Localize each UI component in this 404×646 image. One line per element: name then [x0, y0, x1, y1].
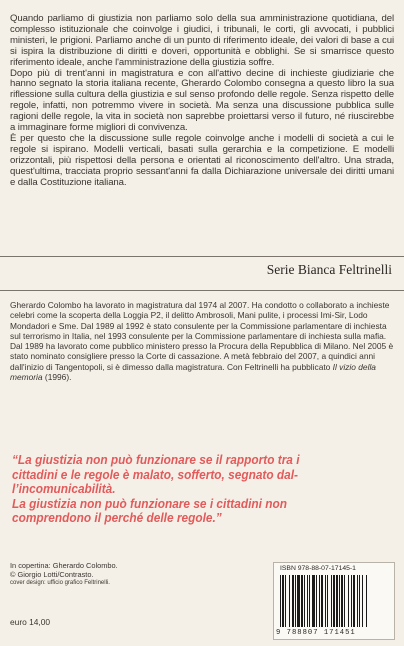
quote-line: cittadini e le regole è malato, sofferto, segnato dal- — [12, 466, 299, 482]
author-bio — [10, 300, 394, 382]
design-credit-line: cover design: ufficio grafico Feltrinelli. — [10, 580, 110, 587]
blurb-paragraph: È per questo che la discussione sulle regole coinvolge anche i modelli di società a cui le regole si ispirano. Modelli verticali, basati sulla gerarchia e la competizione. E modelli orizzontali, più rispettosi della persona e orientati al riconoscimento dell'altro. Una strada, quest'ultima, tracciata proprio sessant'anni fa dalla Dichiarazione universale dei diritti umani e dalla Costituzione italiana. — [10, 132, 394, 188]
copyright-line: © Giorgio Lotti/Contrasto. — [10, 570, 94, 580]
quote-line: “La giustizia non può funzionare se il rapporto tra i — [12, 452, 300, 467]
cover-credits — [10, 561, 118, 587]
blurb-text — [10, 14, 394, 189]
bio-book-year: (1996). — [42, 372, 72, 383]
barcode-icon — [280, 575, 390, 627]
bio-book-title: Il vizio della memoria — [10, 361, 376, 383]
bottom-divider — [0, 290, 404, 291]
barcode-number: 9 788807 171451 — [276, 629, 356, 637]
cover-credit-line: In copertina: Gherardo Colombo. — [10, 561, 118, 570]
quote-line: comprendono il perché delle regole.” — [12, 510, 222, 526]
pull-quote — [12, 453, 354, 526]
barcode-box — [273, 562, 395, 640]
series-name: Serie Bianca Feltrinelli — [266, 262, 392, 277]
blurb-paragraph: Dopo più di trent'anni in magistratura e con all'attivo decine di inchieste giudiziarie che hanno segnato la storia italiana recente, Gherardo Colombo consegna a questo libro la sua riflessione sulla cultura della giustizia e sul senso profondo delle regole. Senza rispetto delle regole, infatti, non potremmo vivere in società. Ma senza una discussione pubblica sulle ragioni delle regole, la vita in società non saprebbe proiettarsi verso il futuro, né riuscirebbe a immaginare forme migliori di convivenza. — [10, 67, 394, 134]
blurb-paragraph: Quando parliamo di giustizia non parliamo solo della sua amministrazione quotidiana, del complesso istituzionale che coinvolge i giudici, i tribunali, le corti, gli avvocati, i pubblici ministeri, le prigioni. Parliamo anche di un punto di riferimento ideale, dei valori di base a cui si ispira la distribuzione di diritti e doveri, opportunità e obblighi. Se si smarrisce questo riferimento ideale, anche l'amministrazione della giustizia soffre. — [10, 13, 394, 68]
quote-line: La giustizia non può funzionare se i cittadini non — [12, 495, 287, 511]
price: euro 14,00 — [10, 617, 51, 627]
isbn-label: ISBN 978-88-07-17145-1 — [280, 565, 356, 572]
quote-line: l’incomunicabilità. — [12, 481, 116, 497]
top-divider — [0, 256, 404, 257]
bio-text: Gherardo Colombo ha lavorato in magistratura dal 1974 al 2007. Ha condotto o collaborato a inchieste celebri come la scoperta della Loggia P2, il delitto Ambrosoli, Mani pulite, i processi Imi-Sir, Lodo Mondadori e Sme. Dal 1989 al 1992 è stato consulente per la Commissione parlamentare di inchiesta sul terrorismo in Italia, nel 1993 consulente per la Commissione parlamentare di inchiesta sulla mafia. Dal 1989 ha lavorato come pubblico ministero presso la Procura della Repubblica di Milano. Nel 2005 è stato nominato consigliere presso la Corte di cassazione. A metà febbraio del 2007, a quindici anni dall'inizio di Tangentopoli, si è dimesso dalla magistratura. Con Feltrinelli ha pubblicato — [10, 300, 394, 372]
